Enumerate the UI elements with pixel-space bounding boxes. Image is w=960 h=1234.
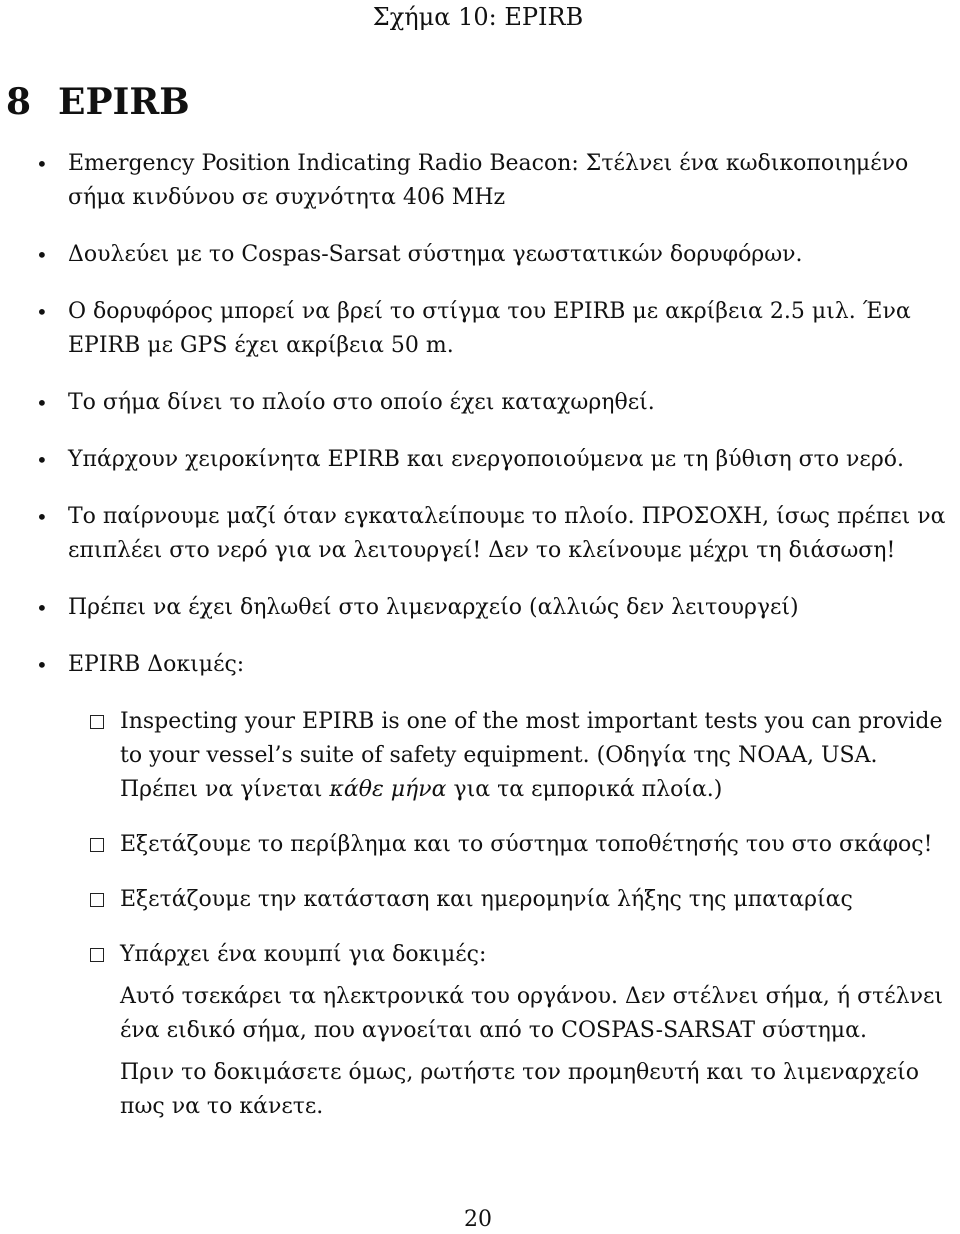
figure-caption: Σχήμα 10: EPIRB: [372, 3, 584, 31]
bullet-item-tests: [68, 648, 958, 1124]
test-item-paragraph: Αυτό τσεκάρει τα ηλεκτρονικά του οργάνου. Δεν στέλνει σήμα, ή στέλνει ένα ειδικό σήμα, που αγνοείται από το COSPAS-SARSAT σύστημα.: [120, 984, 944, 1043]
test-item-text: Εξετάζουμε την κατάσταση και ημερομηνία λήξης της μπαταρίας: [120, 887, 853, 912]
bullet-item-registration: • Πρέπει να έχει δηλωθεί στο λιμεναρχείο (αλλιώς δεν λειτουργεί): [68, 591, 958, 625]
test-item-text-end: για τα εμπορικά πλοία.): [446, 777, 723, 802]
square-bullet-icon: [90, 893, 104, 907]
bullet-item-emergency-beacon: • Emergency Position Indicating Radio Beacon: Στέλνει ένα κωδικοποιημένο σήμα κινδύνου σε συχνότητα 406 MHz: [68, 147, 958, 215]
test-item-inspecting: [60, 705, 958, 807]
tests-heading: EPIRB Δοκιμές:: [68, 652, 245, 677]
bullet-item-accuracy: • Ο δορυφόρος μπορεί να βρεί το στίγμα του EPIRB με ακρίβεια 2.5 μιλ. Ένα EPIRB με GPS έχει ακρίβεια 50 m.: [68, 295, 958, 363]
test-item-test-button: [60, 938, 958, 1124]
test-item-emphasis: κάθε μήνα: [329, 777, 447, 802]
section-number: 8: [6, 81, 32, 123]
bullet-item-cospas-sarsat: • Δουλεύει με το Cospas-Sarsat σύστημα γεωστατικών δορυφόρων.: [68, 238, 958, 272]
bullet-item-registered-vessel: • Το σήμα δίνει το πλοίο στο οποίο έχει καταχωρηθεί.: [68, 386, 958, 420]
bullet-item-abandon-ship: • Το παίρνουμε μαζί όταν εγκαταλείπουμε το πλοίο. ΠΡΟΣΟΧΗ, ίσως πρέπει να επιπλέει στο νερό για να λειτουργεί! Δεν το κλείνουμε μέχρι τη διάσωση!: [68, 500, 958, 568]
section-heading: [6, 80, 190, 124]
bullet-item-activation-types: • Υπάρχουν χειροκίνητα EPIRB και ενεργοποιούμενα με τη βύθιση στο νερό.: [68, 443, 958, 477]
page-number: 20: [464, 1207, 492, 1232]
square-bullet-icon: [90, 948, 104, 962]
test-item-text: Inspecting your EPIRB is one of the most important tests you can provide to your vessel’s suite of safety equipment. (Οδηγία της NOAA, USA. Πρέπει να γίνεται: [120, 709, 943, 802]
tests-sublist: [68, 705, 958, 1124]
test-item-paragraph: Πριν το δοκιμάσετε όμως, ρωτήστε τον προμηθευτή και το λιμεναρχείο πως να το κάνετε.: [120, 1060, 920, 1119]
bullet-list: [68, 147, 958, 1147]
test-item-housing: [60, 828, 958, 862]
square-bullet-icon: [90, 838, 104, 852]
section-title: EPIRB: [58, 81, 190, 123]
test-item-battery: [60, 883, 958, 917]
test-item-text: Υπάρχει ένα κουμπί για δοκιμές:: [120, 942, 487, 967]
square-bullet-icon: [90, 715, 104, 729]
test-item-text: Εξετάζουμε το περίβλημα και το σύστημα τοποθέτησής του στο σκάφος!: [120, 832, 933, 857]
